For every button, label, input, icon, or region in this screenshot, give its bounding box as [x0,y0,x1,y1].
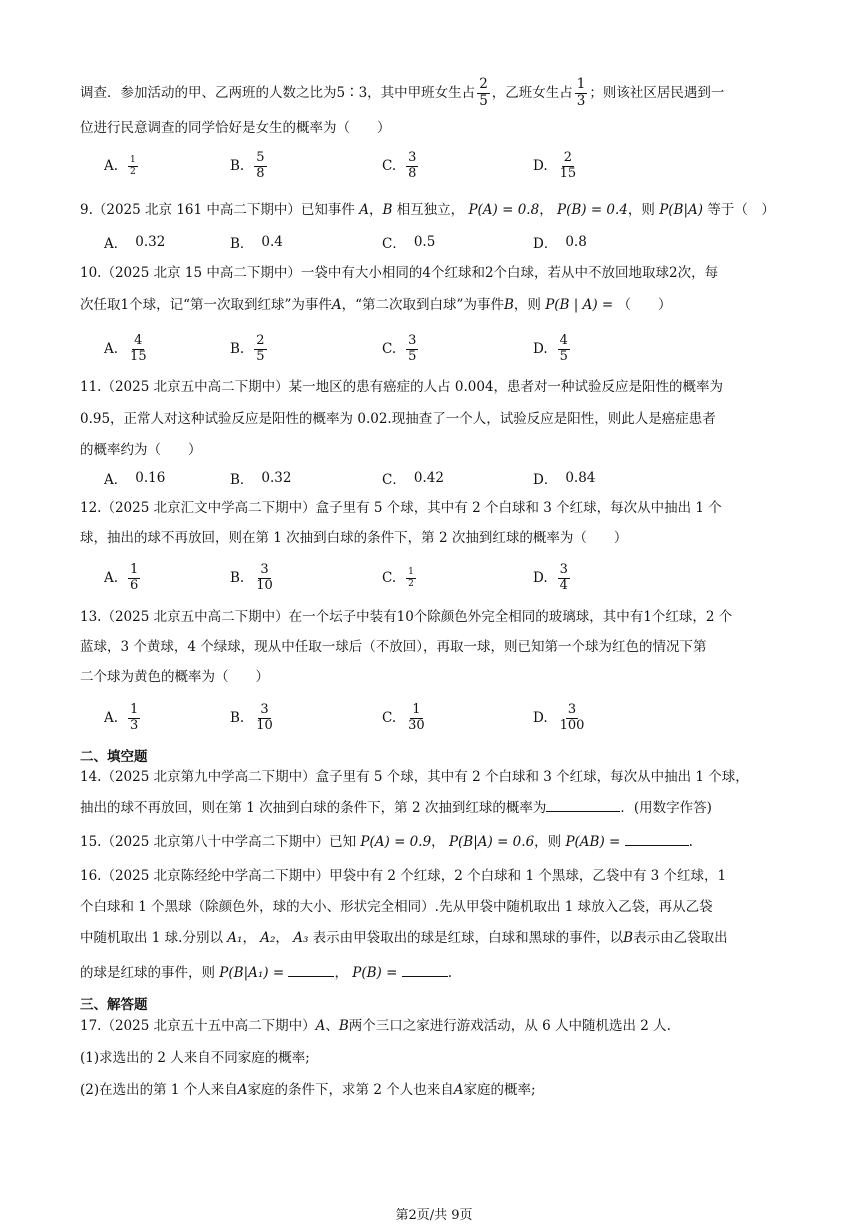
option-d[interactable]: D. $\frac{3}{4}$ [533,561,568,593]
question-13-line-2: 蓝球，3 个黄球，4 个绿球，现从中任取一球后（不放回），再取一球，则已知第一个球为红色的情况下第 [80,639,707,655]
question-12-line-2: 球，抽出的球不再放回，则在第 1 次抽到白球的条件下，第 2 次抽到红球的概率为（ ） [80,530,628,546]
intro-line-1 [80,76,724,110]
formula: P(B | A) = [545,297,614,313]
option-c[interactable]: C． 0.5 [382,234,436,252]
question-16-line-1: 16.（2025 北京陈经纶中学高二下期中）甲袋中有 2 个红球，2 个白球和 1 个黑球，乙袋中有 3 个红球，1 [80,868,727,884]
option-a[interactable]: A． 0.32 [104,234,166,252]
answer-blank[interactable] [625,831,689,846]
question-13-line-3: 二个球为黄色的概率为（ ） [80,669,269,685]
question-11-line-1: 11.（2025 北京五中高二下期中）某一地区的患有癌症的人占 0.004，患者对一种试验反应是阳性的概率为 [80,379,724,395]
formula: P(AB) = [565,834,621,850]
question-11-line-3: 的概率约为（ ） [80,442,202,458]
option-b[interactable]: B. $\frac{2}{5}$ [230,332,265,364]
intro-text: ；则该社区居民遇到一 [589,85,725,101]
option-c[interactable]: C. $\frac{3}{8}$ [382,149,417,181]
fraction: $\frac{3}{10}$ [256,701,273,733]
fraction: $\frac{1}{30}$ [408,701,425,733]
fraction: $\frac{2}{5}$ [479,75,488,109]
option-b[interactable]: B. $\frac{3}{10}$ [230,701,273,733]
option-c[interactable]: C. $\frac{3}{5}$ [382,332,417,364]
formula: P(B) = 0.4 [556,202,628,218]
question-11-line-2: 0.95，正常人对这种试验反应是阳性的概率为 0.02.现抽查了一个人，试验反应是阳性，则此人是癌症患者 [80,411,716,427]
fraction: $\frac{4}{15}$ [130,332,147,364]
fraction: $\frac{3}{100}$ [559,701,585,733]
question-10-line-1: 10.（2025 北京 15 中高二下期中）一袋中有大小相同的4个红球和2个白球，若从中不放回地取球2次，每 [80,265,719,281]
answer-blank[interactable] [402,962,448,977]
fraction: $\frac{2}{5}$ [256,332,265,364]
answer-blank[interactable] [546,797,620,812]
intro-line-2: 位进行民意调查的同学恰好是女生的概率为（ ） [80,120,391,136]
options-q11 [0,458,868,498]
fraction: $\frac{4}{5}$ [559,332,568,364]
fraction: $\frac{5}{8}$ [256,149,265,181]
option-c[interactable]: C． 0.42 [382,470,444,488]
fraction: $\frac{1}{2}$ [408,567,414,589]
question-15: 15.（2025 北京第八十中学高二下期中）已知 P(A) = 0.9， P(B|A) = 0.6，则 P(AB) = . [80,831,693,852]
page-footer: 第2页/共 9页 [395,1208,473,1223]
intro-text: 调查．参加活动的甲、乙两班的人数之比为5∶3，其中甲班女生占 [80,85,476,101]
option-c[interactable]: C. $\frac{1}{2}$ [382,567,414,589]
question-17-part-1: (1)求选出的 2 人来自不同家庭的概率; [80,1050,310,1066]
fraction: $\frac{2}{15}$ [559,149,577,181]
question-10-line-2: 次任取1个球，记“第一次取到红球”为事件A，“第二次取到白球”为事件B，则 P(B | A) = （ ） [80,297,672,313]
option-d[interactable]: D． 0.84 [533,470,596,488]
formula: P(B) = [352,965,398,981]
answer-blank[interactable] [288,962,334,977]
option-a[interactable]: A． 0.16 [104,470,166,488]
fraction: $\frac{3}{8}$ [408,149,417,181]
formula: P(B|A) = 0.6 [448,834,535,850]
question-14-line-2: 抽出的球不再放回，则在第 1 次抽到白球的条件下，第 2 次抽到红球的概率为 ．(用数字作答) [80,797,712,818]
question-16-line-4: 的球是红球的事件，则 P(B|A₁) = ， P(B) = . [80,962,452,983]
intro-text: ，乙班女生占 [491,85,573,101]
options-q12 [0,558,868,598]
option-d[interactable]: D. $\frac{3}{100}$ [533,701,585,733]
option-a[interactable]: A. $\frac{1}{6}$ [104,561,139,593]
question-12-line-1: 12.（2025 北京汇文中学高二下期中）盒子里有 5 个球，其中有 2 个白球和 3 个红球，每次从中抽出 1 个 [80,500,722,516]
fraction: $\frac{1}{3}$ [576,75,586,109]
question-13-line-1: 13.（2025 北京五中高二下期中）在一个坛子中装有10个除颜色外完全相同的玻璃球，其中有1个红球，2 个 [80,609,733,625]
fraction: $\frac{1}{2}$ [130,155,136,177]
fraction: $\frac{3}{4}$ [559,561,568,593]
fraction: $\frac{1}{3}$ [130,701,139,733]
option-b[interactable]: B. $\frac{5}{8}$ [230,149,265,181]
formula: P(B|A₁) = [219,965,285,981]
option-b[interactable]: B. $\frac{3}{10}$ [230,561,273,593]
option-d[interactable]: D. $\frac{4}{5}$ [533,332,568,364]
fraction: $\frac{3}{10}$ [256,561,273,593]
question-17-line-1: 17.（2025 北京五十五中高二下期中）A、B两个三口之家进行游戏活动，从 6 人中随机选出 2 人. [80,1018,671,1034]
formula: P(B|A) [659,202,704,218]
option-a[interactable]: A. $\frac{1}{3}$ [104,701,139,733]
option-c[interactable]: C. $\frac{1}{30}$ [382,701,425,733]
question-17-part-2: (2)在选出的第 1 个人来自A家庭的条件下，求第 2 个人也来自A家庭的概率; [80,1082,536,1098]
option-b[interactable]: B． 0.32 [230,470,292,488]
question-9: 9.（2025 北京 161 中高二下期中）已知事件 A，B 相互独立， P(A) = 0.8， P(B) = 0.4，则 P(B|A) 等于（ ） [80,202,775,218]
option-b[interactable]: B． 0.4 [230,234,283,252]
option-d[interactable]: D. $\frac{2}{15}$ [533,149,577,181]
formula: P(A) = 0.9 [360,834,432,850]
question-16-line-2: 个白球和 1 个黑球（除颜色外，球的大小、形状完全相同）.先从甲袋中随机取出 1 球放入乙袋，再从乙袋 [80,899,713,915]
fraction: $\frac{1}{6}$ [130,561,139,593]
options-q13 [0,698,868,738]
option-a[interactable]: A. $\frac{1}{2}$ [104,155,136,177]
fraction: $\frac{3}{5}$ [408,332,417,364]
options-intro [0,146,868,186]
option-d[interactable]: D． 0.8 [533,234,587,252]
options-q10 [0,329,868,369]
formula: P(A) = 0.8 [468,202,540,218]
question-14-line-1: 14.（2025 北京第九中学高二下期中）盒子里有 5 个球，其中有 2 个白球和 3 个红球，每次从中抽出 1 个球， [80,769,749,785]
option-a[interactable]: A. $\frac{4}{15}$ [104,332,147,364]
section-heading-answer: 三、解答题 [80,997,148,1013]
options-q9 [0,222,868,262]
section-heading-fill-in: 二、填空题 [80,749,148,765]
question-16-line-3: 中随机取出 1 球.分别以 A₁， A₂， A₃ 表示由甲袋取出的球是红球，白球和黑球的事件，以B表示由乙袋取出 [80,930,728,946]
